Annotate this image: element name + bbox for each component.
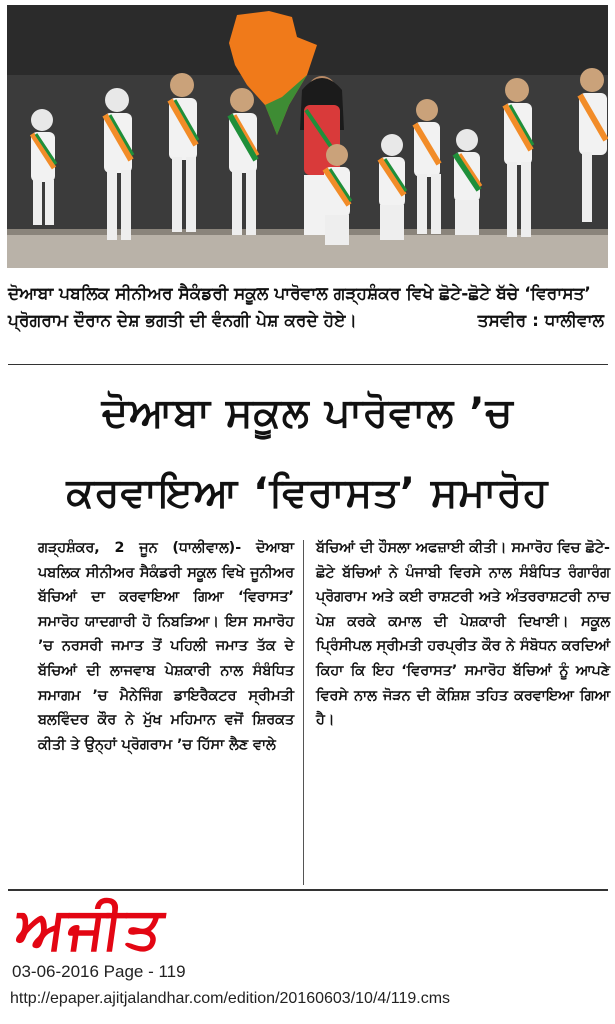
- column-divider: [303, 540, 304, 885]
- edition-date-page: 03-06-2016 Page - 119: [12, 962, 186, 981]
- article-bottom-rule: [8, 889, 608, 891]
- article-text-left: ਗੜ੍ਹਸ਼ੰਕਰ, 2 ਜੂਨ (ਧਾਲੀਵਾਲ)- ਦੋਆਬਾ ਪਬਲਿਕ ਸੀਨੀਅਰ ਸੈਕੰਡਰੀ ਸਕੂਲ ਵਿਖੇ ਜੂਨੀਅਰ ਬੱਚਿਆਂ ਦਾ ਕਰਵਾਇਆ ਗਿਆ ‘ਵਿਰਾਸਤ’ ਸਮਾਰੋਹ ਯਾਦਗਾਰੀ ਹੋ ਨਿਬੜਿਆ। ਇਸ ਸਮਾਰੋਹ ’ਚ ਨਰਸਰੀ ਜਮਾਤ ਤੋਂ ਪਹਿਲੀ ਜਮਾਤ ਤੱਕ ਦੇ ਬੱਚਿਆਂ ਦੀ ਲਾਜਵਾਬ ਪੇਸ਼ਕਾਰੀ ਨਾਲ ਸੰਬੰਧਿਤ ਸਮਾਗਮ ’ਚ ਮੈਨੇਜਿੰਗ ਡਾਇਰੈਕਟਰ ਸ੍ਰੀਮਤੀ ਬਲਵਿੰਦਰ ਕੌਰ ਨੇ ਮੁੱਖ ਮਹਿਮਾਨ ਵਜੋਂ ਸ਼ਿਰਕਤ ਕੀਤੀ ਤੇ ਉਨ੍ਹਾਂ ਪ੍ਰੋਗਰਾਮ ’ਚ ਹਿੱਸਾ ਲੈਣ ਵਾਲੇ: [38, 540, 294, 753]
- caption-divider: [8, 364, 608, 365]
- caption-text: ਦੋਆਬਾ ਪਬਲਿਕ ਸੀਨੀਅਰ ਸੈਕੰਡਰੀ ਸਕੂਲ ਪਾਰੋਵਾਲ ਗੜ੍ਹਸ਼ੰਕਰ ਵਿਖੇ ਛੋਟੇ-ਛੋਟੇ ਬੱਚੇ ‘ਵਿਰਾਸਤ’ ਪ੍ਰੋਗਰਾਮ ਦੌਰਾਨ ਦੇਸ਼ ਭਗਤੀ ਦੀ ਵੰਨਗੀ ਪੇਸ਼ ਕਰਦੇ ਹੋਏ।: [8, 284, 591, 331]
- photo-credit: ਤਸਵੀਰ : ਧਾਲੀਵਾਲ: [477, 311, 604, 331]
- edition-url-link[interactable]: http://epaper.ajitjalandhar.com/edition/20160603/10/4/119.cms: [10, 990, 451, 1007]
- article-column-left: [10, 536, 294, 757]
- headline-line-1: ਦੋਆਬਾ ਸਕੂਲ ਪਾਰੋਵਾਲ ’ਚ: [101, 390, 514, 436]
- article-column-right: [316, 536, 610, 733]
- ajit-logo: ਅਜੀਤ: [11, 894, 170, 962]
- article-text-right: ਬੱਚਿਆਂ ਦੀ ਹੌਸਲਾ ਅਫਜ਼ਾਈ ਕੀਤੀ। ਸਮਾਰੋਹ ਵਿਚ ਛੋਟੇ-ਛੋਟੇ ਬੱਚਿਆਂ ਨੇ ਪੰਜਾਬੀ ਵਿਰਸੇ ਨਾਲ ਸੰਬੰਧਿਤ ਰੰਗਾਰੰਗ ਪ੍ਰੋਗਰਾਮ ਅਤੇ ਕਈ ਰਾਸ਼ਟਰੀ ਅਤੇ ਅੰਤਰਰਾਸ਼ਟਰੀ ਨਾਚ ਪੇਸ਼ ਕਰਕੇ ਕਮਾਲ ਦੀ ਪੇਸ਼ਕਾਰੀ ਦਿਖਾਈ। ਸਕੂਲ ਪ੍ਰਿੰਸੀਪਲ ਸ੍ਰੀਮਤੀ ਹਰਪ੍ਰੀਤ ਕੌਰ ਨੇ ਸੰਬੋਧਨ ਕਰਦਿਆਂ ਕਿਹਾ ਕਿ ਇਹ ‘ਵਿਰਾਸਤ’ ਸਮਾਰੋਹ ਬੱਚਿਆਂ ਨੂੰ ਆਪਣੇ ਵਿਰਸੇ ਨਾਲ ਜੋੜਨ ਦੀ ਕੋਸ਼ਿਸ਼ ਤਹਿਤ ਕਰਵਾਇਆ ਗਿਆ ਹੈ।: [316, 540, 610, 729]
- children-dance-illustration: [7, 5, 608, 268]
- news-photo: [7, 5, 608, 268]
- photo-caption: [8, 281, 608, 335]
- headline-line-2: ਕਰਵਾਇਆ ‘ਵਿਰਾਸਤ’ ਸਮਾਰੋਹ: [66, 470, 549, 516]
